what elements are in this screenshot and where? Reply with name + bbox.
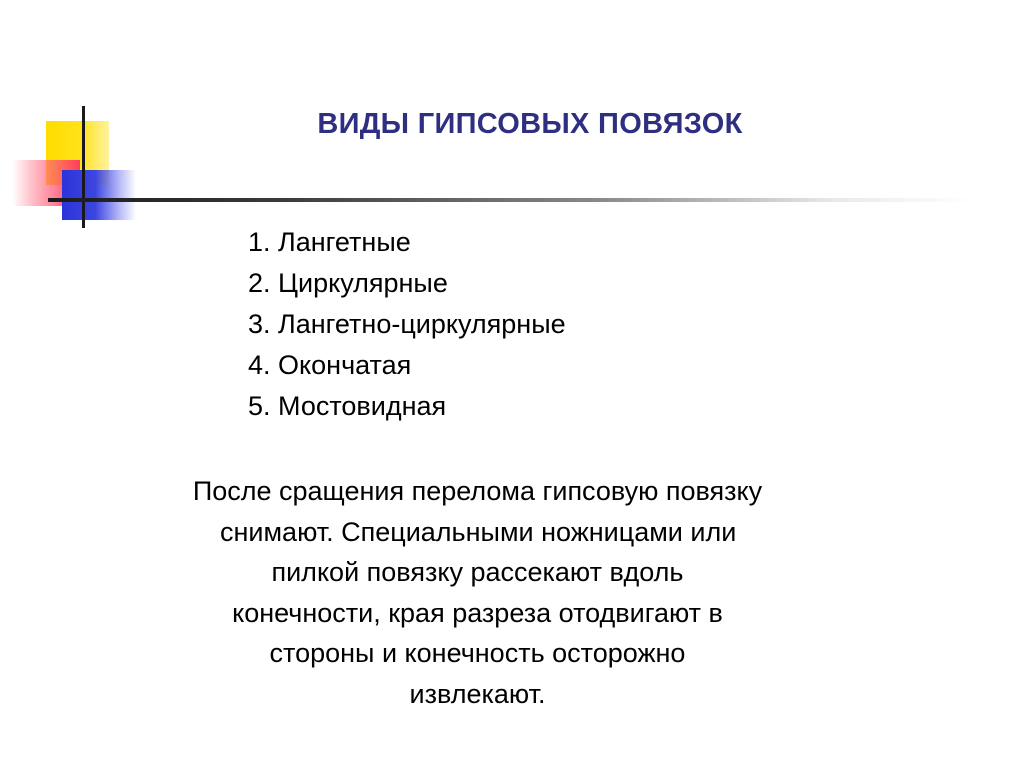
list-item: 3. Лангетно-циркулярные — [248, 309, 566, 339]
list-item: 4. Окончатая — [248, 350, 412, 380]
paragraph-line: конечности, края разреза отодвигают в — [232, 597, 723, 628]
removal-paragraph — [192, 471, 763, 714]
decorative-blue-square — [62, 170, 136, 220]
paragraph-line: стороны и конечность осторожно — [269, 638, 686, 668]
slide-title: ВИДЫ ГИПСОВЫХ ПОВЯЗОК — [317, 108, 743, 140]
paragraph-line: снимают. Специальными ножницами или — [220, 516, 737, 547]
paragraph-line: извлекают. — [409, 678, 546, 709]
list-item: 5. Мостовидная — [248, 391, 447, 421]
paragraph-line: пилкой повязку рассекают вдоль — [271, 557, 684, 587]
bandage-types-list — [248, 222, 566, 427]
list-item: 2. Циркулярные — [248, 268, 448, 298]
decorative-vertical-line — [82, 106, 85, 228]
title-divider-line — [48, 198, 973, 202]
list-item: 1. Лангетные — [248, 227, 411, 257]
paragraph-line: После сращения перелома гипсовую повязку — [192, 476, 763, 506]
